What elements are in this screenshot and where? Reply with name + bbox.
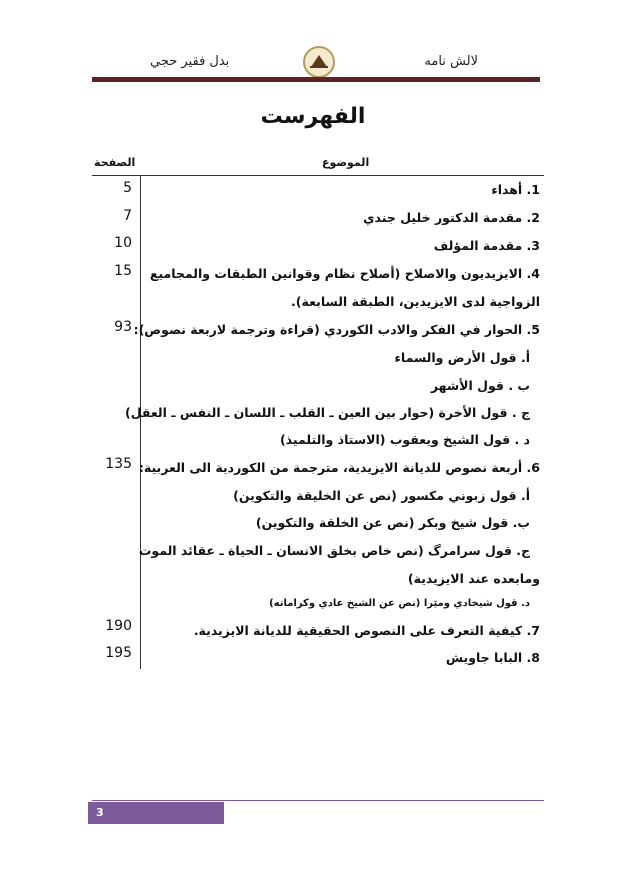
column-header-page: الصفحة: [94, 156, 136, 169]
toc-page-number: 195: [105, 645, 132, 661]
toc-subentry-text: أ. قول زبوني مكسور (نص عن الخليقة والتكوين): [233, 488, 530, 503]
toc-subentry-text: د . قول الشيخ ويعقوب (الاستاذ والتلميذ): [279, 432, 530, 447]
page-title: الفهرست: [260, 104, 366, 129]
toc-entry-text-continued: الزواجية لدى الايزيدين، الطبقة السابعة).: [291, 294, 540, 309]
header-author: بدل فقير حجي: [150, 54, 230, 69]
toc-entry-text: 6. أربعة نصوص للديانة الايزيدية، مترجمة من الكوردية الى العربية:: [138, 460, 540, 475]
toc-entry-text: 8. البابا جاويش: [445, 650, 540, 665]
toc-subentry-text: ج. قول سرامرگ (نص خاص بخلق الانسان ـ الحياة ـ عقائد الموت: [138, 543, 530, 558]
toc-subentry-text: أ. قول الأرض والسماء: [394, 350, 530, 365]
toc-page-number: 5: [123, 180, 132, 196]
footer-divider: [92, 800, 544, 801]
toc-entry-text: 4. الايزيديون والاصلاح (أصلاح نظام وقوانين الطبقات والمجاميع: [149, 266, 540, 281]
toc-page-number: 10: [114, 235, 132, 251]
toc-entry-text: 3. مقدمة المؤلف: [433, 238, 540, 253]
toc-entry-text: 5. الحوار في الفكر والادب الكوردي (قراءة وترجمة لاربعة نصوص):: [133, 322, 540, 337]
table-header-rule: [92, 175, 544, 176]
toc-subentry-text: د. قول شيخادي ومێرا (نص عن الشيخ عادي وكراماته): [269, 598, 530, 609]
toc-entry-text: 2. مقدمة الدكتور خليل جندي: [363, 210, 540, 225]
toc-page-number: 15: [114, 263, 132, 279]
toc-subentry-text-continued: ومابعده عند الايزيدية): [407, 571, 540, 586]
header-divider: [92, 77, 540, 82]
toc-page-number: 135: [105, 456, 132, 472]
header-book-title: لالش نامه: [424, 54, 478, 69]
toc-subentry-text: ج . قول الأخرة (حوار بين العين ـ القلب ـ اللسان ـ النفس ـ العقل): [125, 405, 530, 420]
column-header-topic: الموضوع: [322, 156, 370, 169]
toc-page-number: 7: [123, 208, 132, 224]
toc-subentry-text: ب. قول شيخ وبكر (نص عن الخلقة والتكوين): [255, 515, 530, 530]
toc-subentry-text: ب . قول الأشهر: [430, 378, 530, 393]
toc-page-number: 190: [105, 618, 132, 634]
lalish-logo-icon: [303, 46, 335, 78]
toc-page-number: 93: [114, 319, 132, 335]
toc-entry-text: 7. كيفية التعرف على النصوص الحقيقية للديانة الايزيدية.: [193, 623, 540, 638]
toc-entry-text: 1. أهداء: [491, 182, 540, 197]
footer-page-number: 3: [88, 802, 224, 824]
